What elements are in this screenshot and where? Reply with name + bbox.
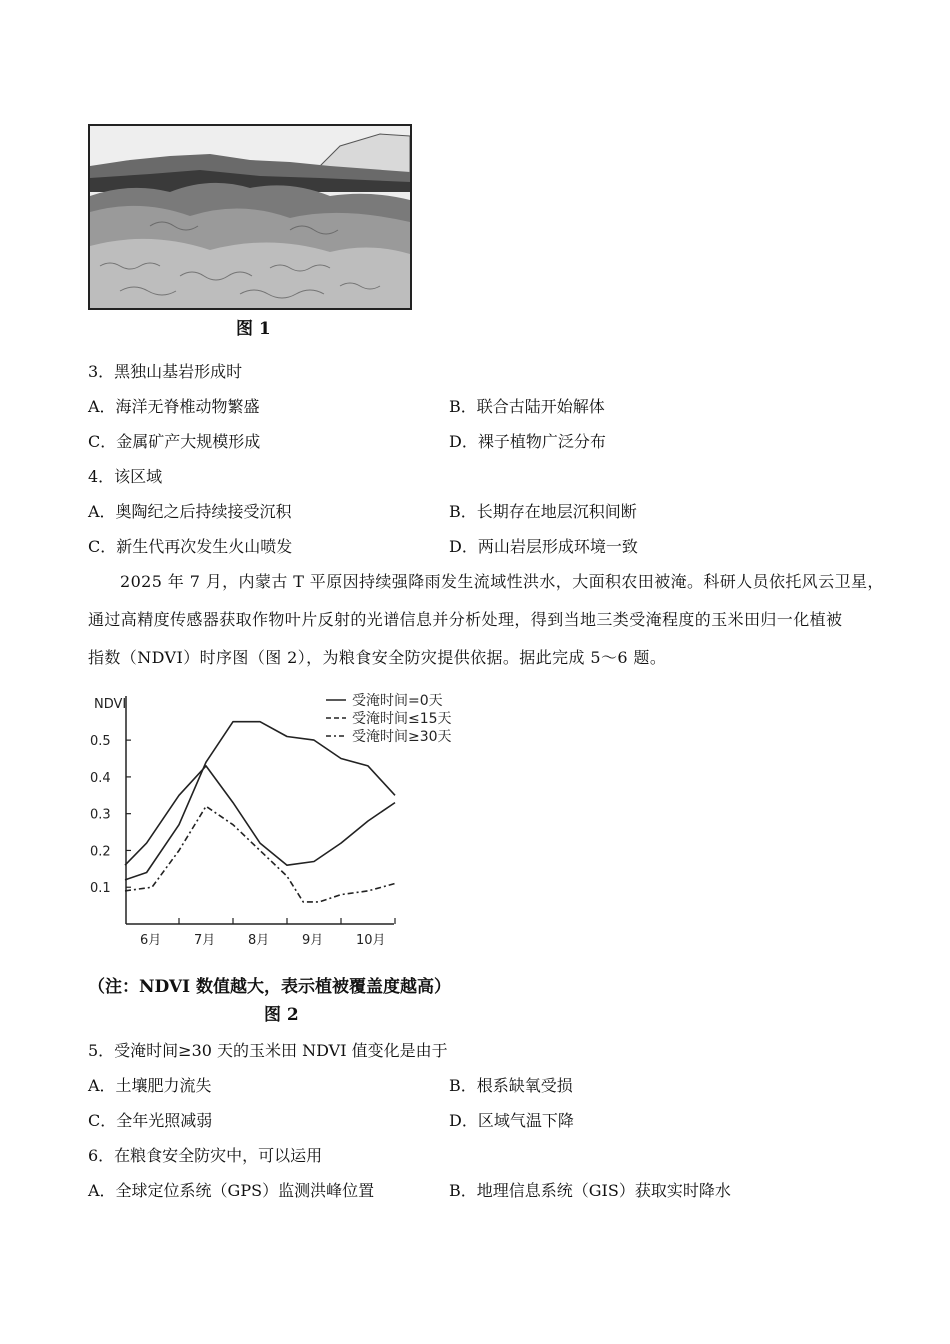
- x-tick-label: 9月: [302, 933, 324, 948]
- q3-option-d: D．裸子植物广泛分布: [449, 432, 606, 451]
- chart-legend: [326, 693, 452, 745]
- q3-stem: 3．黑独山基岩形成时: [88, 362, 243, 381]
- q4-option-c: C．新生代再次发生火山喷发: [88, 537, 293, 556]
- y-tick-label: 0.3: [90, 807, 111, 823]
- q6-stem: 6．在粮食安全防灾中，可以运用: [88, 1146, 323, 1165]
- x-tick-label: 10月: [356, 933, 386, 948]
- series-line-3: [125, 806, 395, 902]
- figure1-landscape-image: [88, 124, 412, 310]
- q3-option-a: A．海洋无脊椎动物繁盛: [88, 397, 260, 416]
- legend-label-1: 受淹时间=0天: [352, 693, 443, 709]
- y-tick-label: 0.4: [90, 770, 111, 786]
- series-line-1: [125, 722, 395, 880]
- figure1-caption: 图 1: [236, 319, 271, 339]
- q6-option-a: A．全球定位系统（GPS）监测洪峰位置: [88, 1181, 375, 1200]
- q4-option-b: B．长期存在地层沉积间断: [449, 502, 637, 521]
- q5-option-c: C．全年光照减弱: [88, 1111, 213, 1130]
- y-tick-label: 0.1: [90, 881, 111, 897]
- x-tick-label: 7月: [194, 933, 216, 948]
- ndvi-chart: [88, 686, 488, 956]
- q3-option-c: C．金属矿产大规模形成: [88, 432, 261, 451]
- intro-line-1: 2025 年 7 月，内蒙古 T 平原因持续强降雨发生流域性洪水，大面积农田被淹。科研人员依托风云卫星，: [120, 572, 884, 591]
- q5-option-d: D．区域气温下降: [449, 1111, 574, 1130]
- y-tick-label: 0.2: [90, 844, 111, 860]
- chart-lines: [125, 722, 395, 902]
- x-tick-label: 6月: [140, 933, 162, 948]
- intro-line-2: 通过高精度传感器获取作物叶片反射的光谱信息并分析处理，得到当地三类受淹程度的玉米田归一化植被: [88, 610, 843, 629]
- q6-option-b: B．地理信息系统（GIS）获取实时降水: [449, 1181, 731, 1200]
- q4-option-d: D．两山岩层形成环境一致: [449, 537, 638, 556]
- q4-stem: 4．该区域: [88, 467, 163, 486]
- q5-stem: 5．受淹时间≥30 天的玉米田 NDVI 值变化是由于: [88, 1041, 448, 1060]
- legend-label-3: 受淹时间≥30天: [352, 729, 452, 745]
- q3-option-b: B．联合古陆开始解体: [449, 397, 605, 416]
- figure2-note: （注：NDVI 数值越大，表示植被覆盖度越高）: [88, 977, 452, 997]
- q5-option-b: B．根系缺氧受损: [449, 1076, 573, 1095]
- series-line-2: [125, 766, 395, 865]
- x-tick-label: 8月: [248, 933, 270, 948]
- y-axis-label: NDVI: [94, 697, 127, 712]
- q5-option-a: A．土壤肥力流失: [88, 1076, 212, 1095]
- chart-ticks: [90, 734, 395, 948]
- q4-option-a: A．奥陶纪之后持续接受沉积: [88, 502, 292, 521]
- legend-label-2: 受淹时间≤15天: [352, 711, 452, 727]
- figure2-caption: 图 2: [264, 1005, 299, 1025]
- y-tick-label: 0.5: [90, 734, 111, 750]
- intro-line-3: 指数（NDVI）时序图（图 2），为粮食安全防灾提供依据。据此完成 5～6 题。: [88, 648, 667, 667]
- landscape-sketch-icon: [90, 126, 410, 308]
